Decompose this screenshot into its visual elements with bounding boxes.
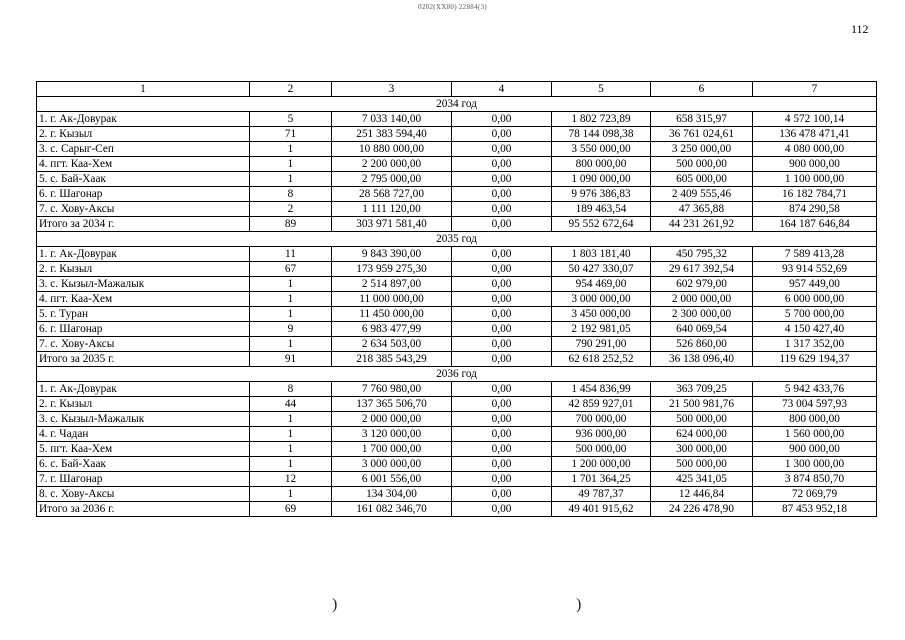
value-cell: 1 — [250, 337, 332, 352]
value-cell: 91 — [250, 352, 332, 367]
year-section-header-row — [37, 367, 877, 382]
value-cell: 2 514 897,00 — [332, 277, 452, 292]
table-row — [37, 127, 877, 142]
row-label-cell: 5. г. Туран — [37, 307, 250, 322]
row-label-cell: 8. с. Хову-Аксы — [37, 487, 250, 502]
value-cell: 29 617 392,54 — [651, 262, 753, 277]
value-cell: 0,00 — [452, 472, 552, 487]
value-cell: 2 000 000,00 — [651, 292, 753, 307]
value-cell: 16 182 784,71 — [753, 187, 877, 202]
value-cell: 1 — [250, 157, 332, 172]
row-label-cell: 5. пгт. Каа-Хем — [37, 442, 250, 457]
row-label-cell: 4. г. Чадан — [37, 427, 250, 442]
row-label-cell: 3. с. Кызыл-Мажалык — [37, 277, 250, 292]
value-cell: 1 200 000,00 — [552, 457, 651, 472]
row-label-cell: 1. г. Ак-Довурак — [37, 382, 250, 397]
row-label-cell: 6. г. Шагонар — [37, 322, 250, 337]
value-cell: 500 000,00 — [651, 157, 753, 172]
table-row — [37, 247, 877, 262]
value-cell: 0,00 — [452, 187, 552, 202]
value-cell: 0,00 — [452, 127, 552, 142]
value-cell: 12 — [250, 472, 332, 487]
value-cell: 47 365,88 — [651, 202, 753, 217]
row-label-cell: 4. пгт. Каа-Хем — [37, 292, 250, 307]
value-cell: 11 — [250, 247, 332, 262]
value-cell: 957 449,00 — [753, 277, 877, 292]
value-cell: 49 787,37 — [552, 487, 651, 502]
value-cell: 11 450 000,00 — [332, 307, 452, 322]
value-cell: 44 — [250, 397, 332, 412]
value-cell: 1 — [250, 442, 332, 457]
value-cell: 1 — [250, 427, 332, 442]
value-cell: 790 291,00 — [552, 337, 651, 352]
value-cell: 1 — [250, 172, 332, 187]
year-section-header-row — [37, 232, 877, 247]
value-cell: 800 000,00 — [753, 412, 877, 427]
value-cell: 624 000,00 — [651, 427, 753, 442]
value-cell: 1 — [250, 277, 332, 292]
value-cell: 0,00 — [452, 442, 552, 457]
value-cell: 1 454 836,99 — [552, 382, 651, 397]
value-cell: 4 572 100,14 — [753, 112, 877, 127]
value-cell: 0,00 — [452, 397, 552, 412]
value-cell: 2 200 000,00 — [332, 157, 452, 172]
value-cell: 6 983 477,99 — [332, 322, 452, 337]
value-cell: 0,00 — [452, 172, 552, 187]
value-cell: 3 450 000,00 — [552, 307, 651, 322]
year-total-row — [37, 217, 877, 232]
value-cell: 425 341,05 — [651, 472, 753, 487]
value-cell: 251 383 594,40 — [332, 127, 452, 142]
value-cell: 500 000,00 — [651, 457, 753, 472]
value-cell: 0,00 — [452, 322, 552, 337]
value-cell: 1 100 000,00 — [753, 172, 877, 187]
value-cell: 218 385 543,29 — [332, 352, 452, 367]
value-cell: 8 — [250, 382, 332, 397]
value-cell: 700 000,00 — [552, 412, 651, 427]
value-cell: 87 453 952,18 — [753, 502, 877, 517]
value-cell: 0,00 — [452, 157, 552, 172]
table-row — [37, 142, 877, 157]
row-label-cell: 7. г. Шагонар — [37, 472, 250, 487]
year-section-title: 2035 год — [37, 232, 877, 247]
value-cell: 0,00 — [452, 337, 552, 352]
budget-table — [36, 81, 877, 517]
value-cell: 0,00 — [452, 487, 552, 502]
value-cell: 640 069,54 — [651, 322, 753, 337]
row-label-cell: 3. с. Сарыг-Сеп — [37, 142, 250, 157]
value-cell: 303 971 581,40 — [332, 217, 452, 232]
value-cell: 12 446,84 — [651, 487, 753, 502]
row-label-cell: 5. с. Бай-Хаак — [37, 172, 250, 187]
table-row — [37, 457, 877, 472]
year-section-title: 2036 год — [37, 367, 877, 382]
value-cell: 93 914 552,69 — [753, 262, 877, 277]
value-cell: 72 069,79 — [753, 487, 877, 502]
value-cell: 1 803 181,40 — [552, 247, 651, 262]
column-number-header: 7 — [753, 82, 877, 97]
value-cell: 602 979,00 — [651, 277, 753, 292]
value-cell: 2 795 000,00 — [332, 172, 452, 187]
year-section-header-row — [37, 97, 877, 112]
value-cell: 1 — [250, 142, 332, 157]
value-cell: 3 000 000,00 — [552, 292, 651, 307]
value-cell: 89 — [250, 217, 332, 232]
value-cell: 1 701 364,25 — [552, 472, 651, 487]
table-row — [37, 337, 877, 352]
table-row — [37, 292, 877, 307]
value-cell: 10 880 000,00 — [332, 142, 452, 157]
value-cell: 4 080 000,00 — [753, 142, 877, 157]
column-number-header: 4 — [452, 82, 552, 97]
budget-table-body — [37, 82, 877, 517]
value-cell: 2 — [250, 202, 332, 217]
value-cell: 0,00 — [452, 262, 552, 277]
value-cell: 1 — [250, 412, 332, 427]
table-row — [37, 427, 877, 442]
table-row — [37, 202, 877, 217]
value-cell: 1 560 000,00 — [753, 427, 877, 442]
row-label-cell: Итого за 2035 г. — [37, 352, 250, 367]
table-row — [37, 187, 877, 202]
value-cell: 21 500 981,76 — [651, 397, 753, 412]
value-cell: 9 — [250, 322, 332, 337]
value-cell: 363 709,25 — [651, 382, 753, 397]
table-row — [37, 112, 877, 127]
value-cell: 189 463,54 — [552, 202, 651, 217]
table-row — [37, 487, 877, 502]
value-cell: 73 004 597,93 — [753, 397, 877, 412]
value-cell: 7 760 980,00 — [332, 382, 452, 397]
table-row — [37, 322, 877, 337]
value-cell: 4 150 427,40 — [753, 322, 877, 337]
table-row — [37, 412, 877, 427]
value-cell: 164 187 646,84 — [753, 217, 877, 232]
table-row — [37, 262, 877, 277]
page-number: 112 — [851, 22, 869, 36]
value-cell: 2 634 503,00 — [332, 337, 452, 352]
value-cell: 0,00 — [452, 412, 552, 427]
value-cell: 8 — [250, 187, 332, 202]
value-cell: 1 — [250, 292, 332, 307]
value-cell: 7 589 413,28 — [753, 247, 877, 262]
value-cell: 500 000,00 — [651, 412, 753, 427]
value-cell: 526 860,00 — [651, 337, 753, 352]
value-cell: 1 — [250, 307, 332, 322]
value-cell: 44 231 261,92 — [651, 217, 753, 232]
value-cell: 874 290,58 — [753, 202, 877, 217]
value-cell: 1 317 352,00 — [753, 337, 877, 352]
value-cell: 0,00 — [452, 217, 552, 232]
value-cell: 0,00 — [452, 277, 552, 292]
table-row — [37, 442, 877, 457]
value-cell: 0,00 — [452, 112, 552, 127]
value-cell: 0,00 — [452, 457, 552, 472]
value-cell: 658 315,97 — [651, 112, 753, 127]
year-total-row — [37, 352, 877, 367]
value-cell: 28 568 727,00 — [332, 187, 452, 202]
year-section-title: 2034 год — [37, 97, 877, 112]
value-cell: 0,00 — [452, 202, 552, 217]
value-cell: 3 550 000,00 — [552, 142, 651, 157]
value-cell: 62 618 252,52 — [552, 352, 651, 367]
value-cell: 0,00 — [452, 142, 552, 157]
row-label-cell: Итого за 2036 г. — [37, 502, 250, 517]
value-cell: 7 033 140,00 — [332, 112, 452, 127]
row-label-cell: 7. с. Хову-Аксы — [37, 337, 250, 352]
row-label-cell: 4. пгт. Каа-Хем — [37, 157, 250, 172]
table-row — [37, 472, 877, 487]
value-cell: 5 — [250, 112, 332, 127]
table-row — [37, 157, 877, 172]
row-label-cell: 2. г. Кызыл — [37, 397, 250, 412]
footer-mark-right: ) — [576, 596, 582, 613]
year-total-row — [37, 502, 877, 517]
value-cell: 954 469,00 — [552, 277, 651, 292]
row-label-cell: 1. г. Ак-Довурак — [37, 112, 250, 127]
value-cell: 0,00 — [452, 307, 552, 322]
value-cell: 119 629 194,37 — [753, 352, 877, 367]
row-label-cell: 1. г. Ак-Довурак — [37, 247, 250, 262]
value-cell: 1 — [250, 457, 332, 472]
value-cell: 6 001 556,00 — [332, 472, 452, 487]
value-cell: 0,00 — [452, 247, 552, 262]
row-label-cell: 6. г. Шагонар — [37, 187, 250, 202]
value-cell: 11 000 000,00 — [332, 292, 452, 307]
value-cell: 71 — [250, 127, 332, 142]
row-label-cell: 2. г. Кызыл — [37, 127, 250, 142]
value-cell: 95 552 672,64 — [552, 217, 651, 232]
table-row — [37, 397, 877, 412]
value-cell: 42 859 927,01 — [552, 397, 651, 412]
value-cell: 3 250 000,00 — [651, 142, 753, 157]
table-row — [37, 382, 877, 397]
column-number-header-row — [37, 82, 877, 97]
value-cell: 0,00 — [452, 382, 552, 397]
value-cell: 78 144 098,38 — [552, 127, 651, 142]
value-cell: 36 138 096,40 — [651, 352, 753, 367]
value-cell: 67 — [250, 262, 332, 277]
value-cell: 2 000 000,00 — [332, 412, 452, 427]
value-cell: 49 401 915,62 — [552, 502, 651, 517]
value-cell: 1 111 120,00 — [332, 202, 452, 217]
value-cell: 9 976 386,83 — [552, 187, 651, 202]
value-cell: 800 000,00 — [552, 157, 651, 172]
value-cell: 2 300 000,00 — [651, 307, 753, 322]
value-cell: 0,00 — [452, 292, 552, 307]
value-cell: 500 000,00 — [552, 442, 651, 457]
value-cell: 1 300 000,00 — [753, 457, 877, 472]
value-cell: 605 000,00 — [651, 172, 753, 187]
value-cell: 1 802 723,89 — [552, 112, 651, 127]
value-cell: 1 700 000,00 — [332, 442, 452, 457]
value-cell: 900 000,00 — [753, 442, 877, 457]
value-cell: 24 226 478,90 — [651, 502, 753, 517]
value-cell: 36 761 024,61 — [651, 127, 753, 142]
column-number-header: 1 — [37, 82, 250, 97]
column-number-header: 3 — [332, 82, 452, 97]
value-cell: 9 843 390,00 — [332, 247, 452, 262]
row-label-cell: 7. с. Хову-Аксы — [37, 202, 250, 217]
value-cell: 1 — [250, 487, 332, 502]
value-cell: 134 304,00 — [332, 487, 452, 502]
value-cell: 69 — [250, 502, 332, 517]
row-label-cell: 3. с. Кызыл-Мажалык — [37, 412, 250, 427]
table-row — [37, 172, 877, 187]
value-cell: 0,00 — [452, 502, 552, 517]
value-cell: 136 478 471,41 — [753, 127, 877, 142]
value-cell: 2 192 981,05 — [552, 322, 651, 337]
value-cell: 1 090 000,00 — [552, 172, 651, 187]
row-label-cell: 2. г. Кызыл — [37, 262, 250, 277]
row-label-cell: Итого за 2034 г. — [37, 217, 250, 232]
column-number-header: 6 — [651, 82, 753, 97]
value-cell: 900 000,00 — [753, 157, 877, 172]
value-cell: 3 000 000,00 — [332, 457, 452, 472]
value-cell: 5 700 000,00 — [753, 307, 877, 322]
column-number-header: 2 — [250, 82, 332, 97]
value-cell: 450 795,32 — [651, 247, 753, 262]
value-cell: 173 959 275,30 — [332, 262, 452, 277]
value-cell: 936 000,00 — [552, 427, 651, 442]
column-number-header: 5 — [552, 82, 651, 97]
value-cell: 3 120 000,00 — [332, 427, 452, 442]
value-cell: 0,00 — [452, 352, 552, 367]
value-cell: 137 365 506,70 — [332, 397, 452, 412]
document-registration-code: 0202(XX80) 22884(3) — [418, 3, 487, 11]
value-cell: 5 942 433,76 — [753, 382, 877, 397]
footer-mark-left: ) — [332, 596, 338, 613]
value-cell: 3 874 850,70 — [753, 472, 877, 487]
table-row — [37, 277, 877, 292]
row-label-cell: 6. с. Бай-Хаак — [37, 457, 250, 472]
table-row — [37, 307, 877, 322]
value-cell: 161 082 346,70 — [332, 502, 452, 517]
value-cell: 2 409 555,46 — [651, 187, 753, 202]
value-cell: 0,00 — [452, 427, 552, 442]
value-cell: 300 000,00 — [651, 442, 753, 457]
value-cell: 50 427 330,07 — [552, 262, 651, 277]
value-cell: 6 000 000,00 — [753, 292, 877, 307]
